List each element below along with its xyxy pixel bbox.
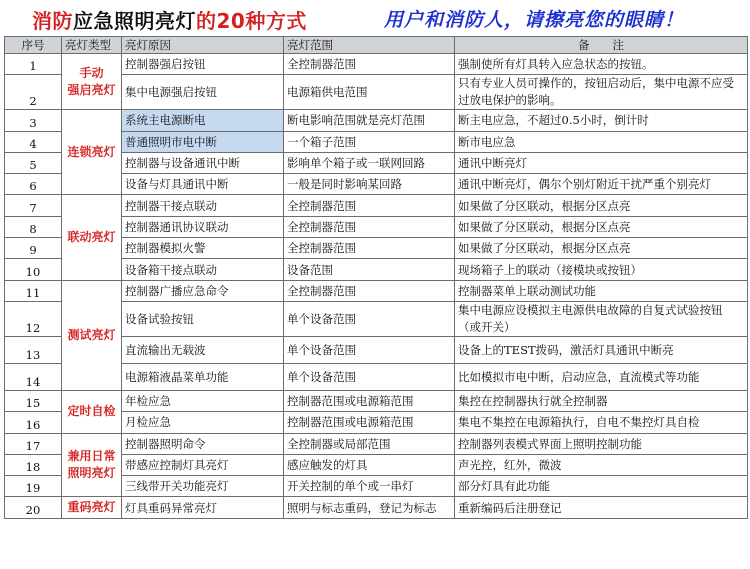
scope-cell: 电源箱供电范围 — [284, 75, 455, 110]
scope-cell: 全控制器范围 — [284, 216, 455, 237]
note-cell: 断主电应急，不超过0.5小时，倒计时 — [455, 110, 748, 131]
col-header-type: 亮灯类型 — [62, 37, 122, 54]
note-cell: 断市电应急 — [455, 131, 748, 152]
scope-cell: 全控制器或局部范围 — [284, 433, 455, 454]
type-group-linkage: 联动亮灯 — [62, 195, 122, 280]
reason-cell: 控制器模拟火警 — [122, 238, 284, 259]
scope-cell: 单个设备范围 — [284, 363, 455, 390]
col-header-scope: 亮灯范围 — [284, 37, 455, 54]
reason-cell: 设备试验按钮 — [122, 301, 284, 336]
row-number: 12 — [5, 301, 62, 336]
scope-cell: 全控制器范围 — [284, 238, 455, 259]
type-group-scheduled: 定时自检 — [62, 390, 122, 433]
note-cell: 集电不集控在电源箱执行，自电不集控灯具自检 — [455, 412, 748, 433]
table-row — [5, 433, 748, 454]
scope-cell: 一般是同时影响某回路 — [284, 174, 455, 195]
note-cell: 强制使所有灯具转入应急状态的按钮。 — [455, 54, 748, 75]
table-row — [5, 390, 748, 411]
scope-cell: 断电影响范围就是亮灯范围 — [284, 110, 455, 131]
lighting-methods-table — [4, 36, 748, 519]
note-cell: 集中电源应设模拟主电源供电故障的自复式试验按钮（或开关） — [455, 301, 748, 336]
reason-cell[interactable]: 系统主电源断电 — [122, 110, 284, 131]
reason-cell: 直流输出无载波 — [122, 336, 284, 363]
row-number: 15 — [5, 390, 62, 411]
col-header-reason: 亮灯原因 — [122, 37, 284, 54]
row-number: 20 — [5, 497, 62, 518]
scope-cell: 照明与标志重码，登记为标志 — [284, 497, 455, 518]
type-group-interlock: 连锁亮灯 — [62, 110, 122, 195]
type-group-manual: 手动 强启亮灯 — [62, 54, 122, 110]
reason-cell: 控制器通讯协议联动 — [122, 216, 284, 237]
page-header — [0, 0, 750, 34]
reason-cell: 年检应急 — [122, 390, 284, 411]
row-number: 19 — [5, 476, 62, 497]
row-number: 6 — [5, 174, 62, 195]
note-cell: 重新编码后注册登记 — [455, 497, 748, 518]
reason-cell: 控制器与设备通讯中断 — [122, 152, 284, 173]
reason-cell: 带感应控制灯具亮灯 — [122, 454, 284, 475]
row-number: 10 — [5, 259, 62, 280]
scope-cell: 控制器范围或电源箱范围 — [284, 390, 455, 411]
slogan: 用户和消防人，请擦亮您的眼睛！ — [384, 9, 685, 31]
row-number: 7 — [5, 195, 62, 216]
title-part-1: 消防 — [32, 9, 73, 33]
scope-cell: 控制器范围或电源箱范围 — [284, 412, 455, 433]
table-row — [5, 54, 748, 75]
row-number: 17 — [5, 433, 62, 454]
note-cell: 现场箱子上的联动（接模块或按钮） — [455, 259, 748, 280]
row-number: 2 — [5, 75, 62, 110]
type-group-daily-lighting: 兼用日常 照明亮灯 — [62, 433, 122, 497]
scope-cell: 一个箱子范围 — [284, 131, 455, 152]
reason-cell: 三线带开关功能亮灯 — [122, 476, 284, 497]
row-number: 3 — [5, 110, 62, 131]
scope-cell: 感应触发的灯具 — [284, 454, 455, 475]
row-number: 14 — [5, 363, 62, 390]
reason-cell: 控制器照明命令 — [122, 433, 284, 454]
table-row — [5, 280, 748, 301]
row-number: 1 — [5, 54, 62, 75]
note-cell: 通讯中断亮灯 — [455, 152, 748, 173]
note-cell: 通讯中断亮灯，偶尔个别灯附近干扰严重个别亮灯 — [455, 174, 748, 195]
row-number: 16 — [5, 412, 62, 433]
reason-cell: 控制器强启按钮 — [122, 54, 284, 75]
reason-cell: 控制器干接点联动 — [122, 195, 284, 216]
title-part-2: 应急照明亮灯 — [73, 9, 196, 33]
page-title — [32, 5, 307, 34]
reason-cell: 控制器广播应急命令 — [122, 280, 284, 301]
type-group-test: 测试亮灯 — [62, 280, 122, 390]
note-cell: 如果做了分区联动，根据分区点亮 — [455, 238, 748, 259]
note-cell: 比如模拟市电中断，启动应急，直流模式等功能 — [455, 363, 748, 390]
scope-cell: 全控制器范围 — [284, 54, 455, 75]
reason-cell: 设备与灯具通讯中断 — [122, 174, 284, 195]
table-row — [5, 497, 748, 518]
type-group-duplicate-code: 重码亮灯 — [62, 497, 122, 518]
note-cell: 如果做了分区联动，根据分区点亮 — [455, 195, 748, 216]
row-number: 18 — [5, 454, 62, 475]
row-number: 8 — [5, 216, 62, 237]
header-row — [5, 37, 748, 54]
table-row — [5, 195, 748, 216]
scope-cell: 影响单个箱子或一联网回路 — [284, 152, 455, 173]
title-part-3: 的20种方式 — [196, 9, 307, 33]
table-row — [5, 110, 748, 131]
scope-cell: 开关控制的单个或一串灯 — [284, 476, 455, 497]
row-number: 11 — [5, 280, 62, 301]
note-cell: 设备上的TEST拨码，激活灯具通讯中断亮 — [455, 336, 748, 363]
col-header-note: 备 注 — [455, 37, 748, 54]
reason-cell: 设备箱干接点联动 — [122, 259, 284, 280]
row-number: 5 — [5, 152, 62, 173]
note-cell: 声光控，红外，微波 — [455, 454, 748, 475]
scope-cell: 单个设备范围 — [284, 301, 455, 336]
note-cell: 控制器菜单上联动测试功能 — [455, 280, 748, 301]
col-header-no: 序号 — [5, 37, 62, 54]
row-number: 13 — [5, 336, 62, 363]
scope-cell: 全控制器范围 — [284, 195, 455, 216]
reason-cell: 灯具重码异常亮灯 — [122, 497, 284, 518]
row-number: 4 — [5, 131, 62, 152]
reason-cell[interactable]: 普通照明市电中断 — [122, 131, 284, 152]
note-cell: 只有专业人员可操作的，按钮启动后，集中电源不应受过放电保护的影响。 — [455, 75, 748, 110]
reason-cell: 集中电源强启按钮 — [122, 75, 284, 110]
reason-cell: 月检应急 — [122, 412, 284, 433]
note-cell: 如果做了分区联动，根据分区点亮 — [455, 216, 748, 237]
scope-cell: 全控制器范围 — [284, 280, 455, 301]
note-cell: 部分灯具有此功能 — [455, 476, 748, 497]
scope-cell: 设备范围 — [284, 259, 455, 280]
scope-cell: 单个设备范围 — [284, 336, 455, 363]
note-cell: 控制器列表模式界面上照明控制功能 — [455, 433, 748, 454]
reason-cell: 电源箱液晶菜单功能 — [122, 363, 284, 390]
row-number: 9 — [5, 238, 62, 259]
note-cell: 集控在控制器执行就全控制器 — [455, 390, 748, 411]
